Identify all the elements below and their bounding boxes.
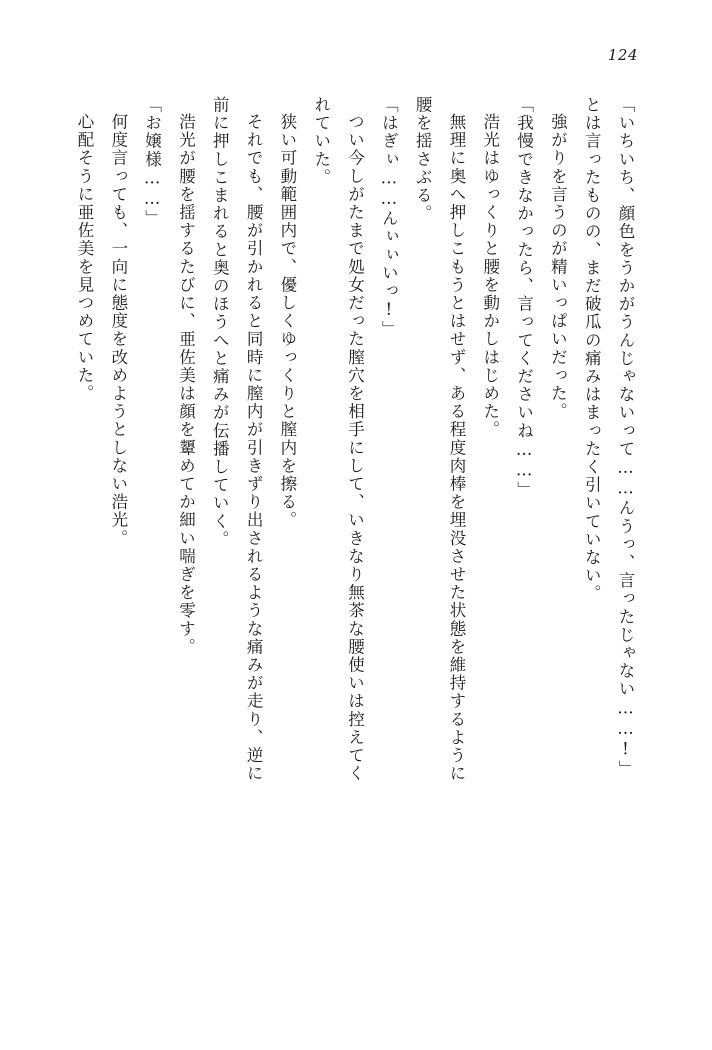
paragraph: 「はぎぃ……んぃぃいっ!」 [379,96,399,339]
paragraph: 腰を揺さぶる。 [413,96,433,223]
paragraph: 狭い可動範囲内で、優しくゆっくりと膣内を擦る。 [277,112,297,529]
paragraph: 前に押しこまれると奥のほうへと痛みが伝播していく。 [210,96,230,549]
paragraph: 何度言っても、一向に態度を改めようとしない浩光。 [108,112,128,547]
paragraph: それでも、腰が引かれると同時に膣内が引きずり出されるような痛みが走り、逆に [244,112,264,783]
paragraph: 「お嬢様……」 [142,96,162,228]
paragraph: 浩光はゆっくりと腰を動かしはじめた。 [480,112,500,439]
paragraph: とは言ったものの、まだ破瓜の痛みはまったく引いていない。 [582,96,602,603]
page-body-text [70,96,642,990]
paragraph: 浩光が腰を揺するたびに、亜佐美は顔を顰めてか細い喘ぎを零す。 [176,112,196,656]
paragraph: 「我慢できなかったら、言ってくださいね……」 [514,96,534,500]
paragraph: 「いちいち、顔色をうかがうんじゃないって……んうっ、言ったじゃない……!」 [616,96,635,779]
paragraph: つい今しがたまで処女だった膣穴を相手にして、いきなり無茶な腰使いは控えてく [345,112,365,783]
paragraph: れていた。 [311,96,331,187]
paragraph: 無理に奥へ押しこもうとはせず、ある程度肉棒を埋没させた状態を維持するように [446,112,466,783]
paragraph: 強がりを言うのが精いっぱいだった。 [548,112,568,421]
page-number: 124 [607,46,638,64]
paragraph: 心配そうに亜佐美を見つめていた。 [75,112,94,403]
